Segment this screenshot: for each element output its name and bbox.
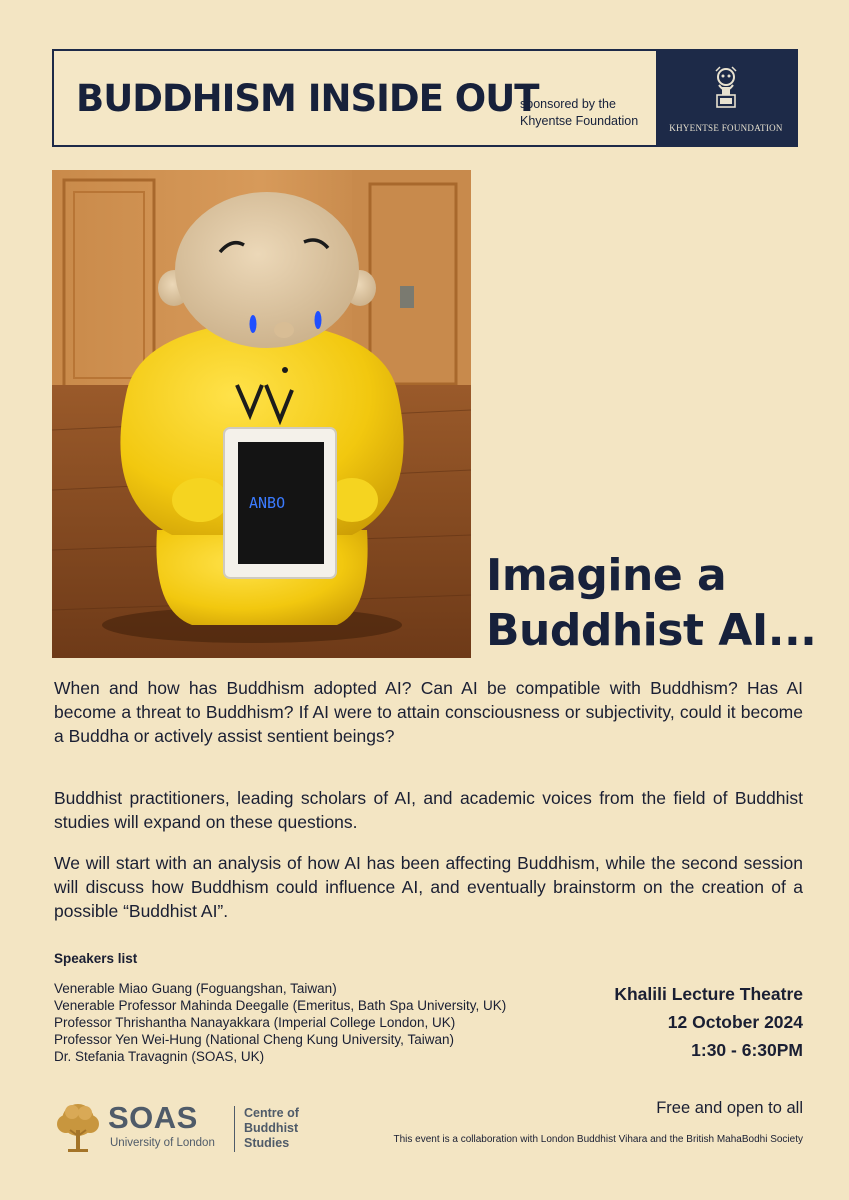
robot-screen-text: ANBO <box>249 494 286 512</box>
event-date: 12 October 2024 <box>667 1012 803 1032</box>
soas-subtitle: University of London <box>110 1137 215 1149</box>
admission-text: Free and open to all <box>656 1099 803 1117</box>
logo-divider <box>234 1106 235 1152</box>
event-details <box>614 980 803 1064</box>
sponsor-line-2: Khyentse Foundation <box>520 114 639 128</box>
speaker-item: Dr. Stefania Travagnin (SOAS, UK) <box>54 1049 265 1064</box>
robot-monk-photo <box>52 170 471 658</box>
centre-line-3: Studies <box>244 1136 290 1150</box>
centre-line-2: Buddhist <box>244 1121 299 1135</box>
headline-line-2: Buddhist AI... <box>486 605 817 656</box>
sponsor-text <box>520 96 660 130</box>
speakers-list <box>54 980 506 1065</box>
collaboration-note: This event is a collaboration with London Buddhist Vihara and the British MahaBodhi Society <box>393 1134 803 1145</box>
centre-name <box>244 1106 299 1151</box>
sessions-paragraph: We will start with an analysis of how AI has been affecting Buddhism, while the second session will discuss how Buddhism could influence AI, and eventually brainstorm on the creation of a possible “Buddhist AI”. <box>54 853 803 921</box>
headline-line-1: Imagine a <box>486 550 727 601</box>
sponsor-line-1: sponsored by the <box>520 97 616 111</box>
series-title: BUDDHISM INSIDE OUT <box>76 77 539 120</box>
khyentse-foundation-logo <box>656 51 796 145</box>
centre-line-1: Centre of <box>244 1106 299 1120</box>
practitioners-paragraph: Buddhist practitioners, leading scholars of AI, and academic voices from the field of Buddhist studies will expand on these questions. <box>54 788 803 832</box>
robot-illustration <box>52 170 471 658</box>
speaker-item: Professor Yen Wei-Hung (National Cheng Kung University, Taiwan) <box>54 1032 454 1047</box>
soas-logo <box>52 1100 312 1156</box>
speaker-item: Venerable Miao Guang (Foguangshan, Taiwan) <box>54 981 337 996</box>
header-banner <box>52 49 798 147</box>
event-venue: Khalili Lecture Theatre <box>614 984 803 1004</box>
event-time: 1:30 - 6:30PM <box>691 1040 803 1060</box>
soas-wordmark: SOAS <box>108 1100 198 1135</box>
snow-lion-emblem-icon <box>711 65 741 111</box>
tree-icon <box>52 1102 104 1154</box>
speakers-heading: Speakers list <box>54 951 138 966</box>
speaker-item: Venerable Professor Mahinda Deegalle (Emeritus, Bath Spa University, UK) <box>54 998 507 1013</box>
intro-paragraph: When and how has Buddhism adopted AI? Can AI be compatible with Buddhism? Has AI become a threat to Buddhism? If AI were to attain consciousness or subjectivity, could it become a Buddha or actively assist sentient beings? <box>54 678 803 746</box>
headline <box>486 548 816 658</box>
foundation-name: KHYENTSE FOUNDATION <box>669 123 783 133</box>
speaker-item: Professor Thrishantha Nanayakkara (Imperial College London, UK) <box>54 1015 456 1030</box>
